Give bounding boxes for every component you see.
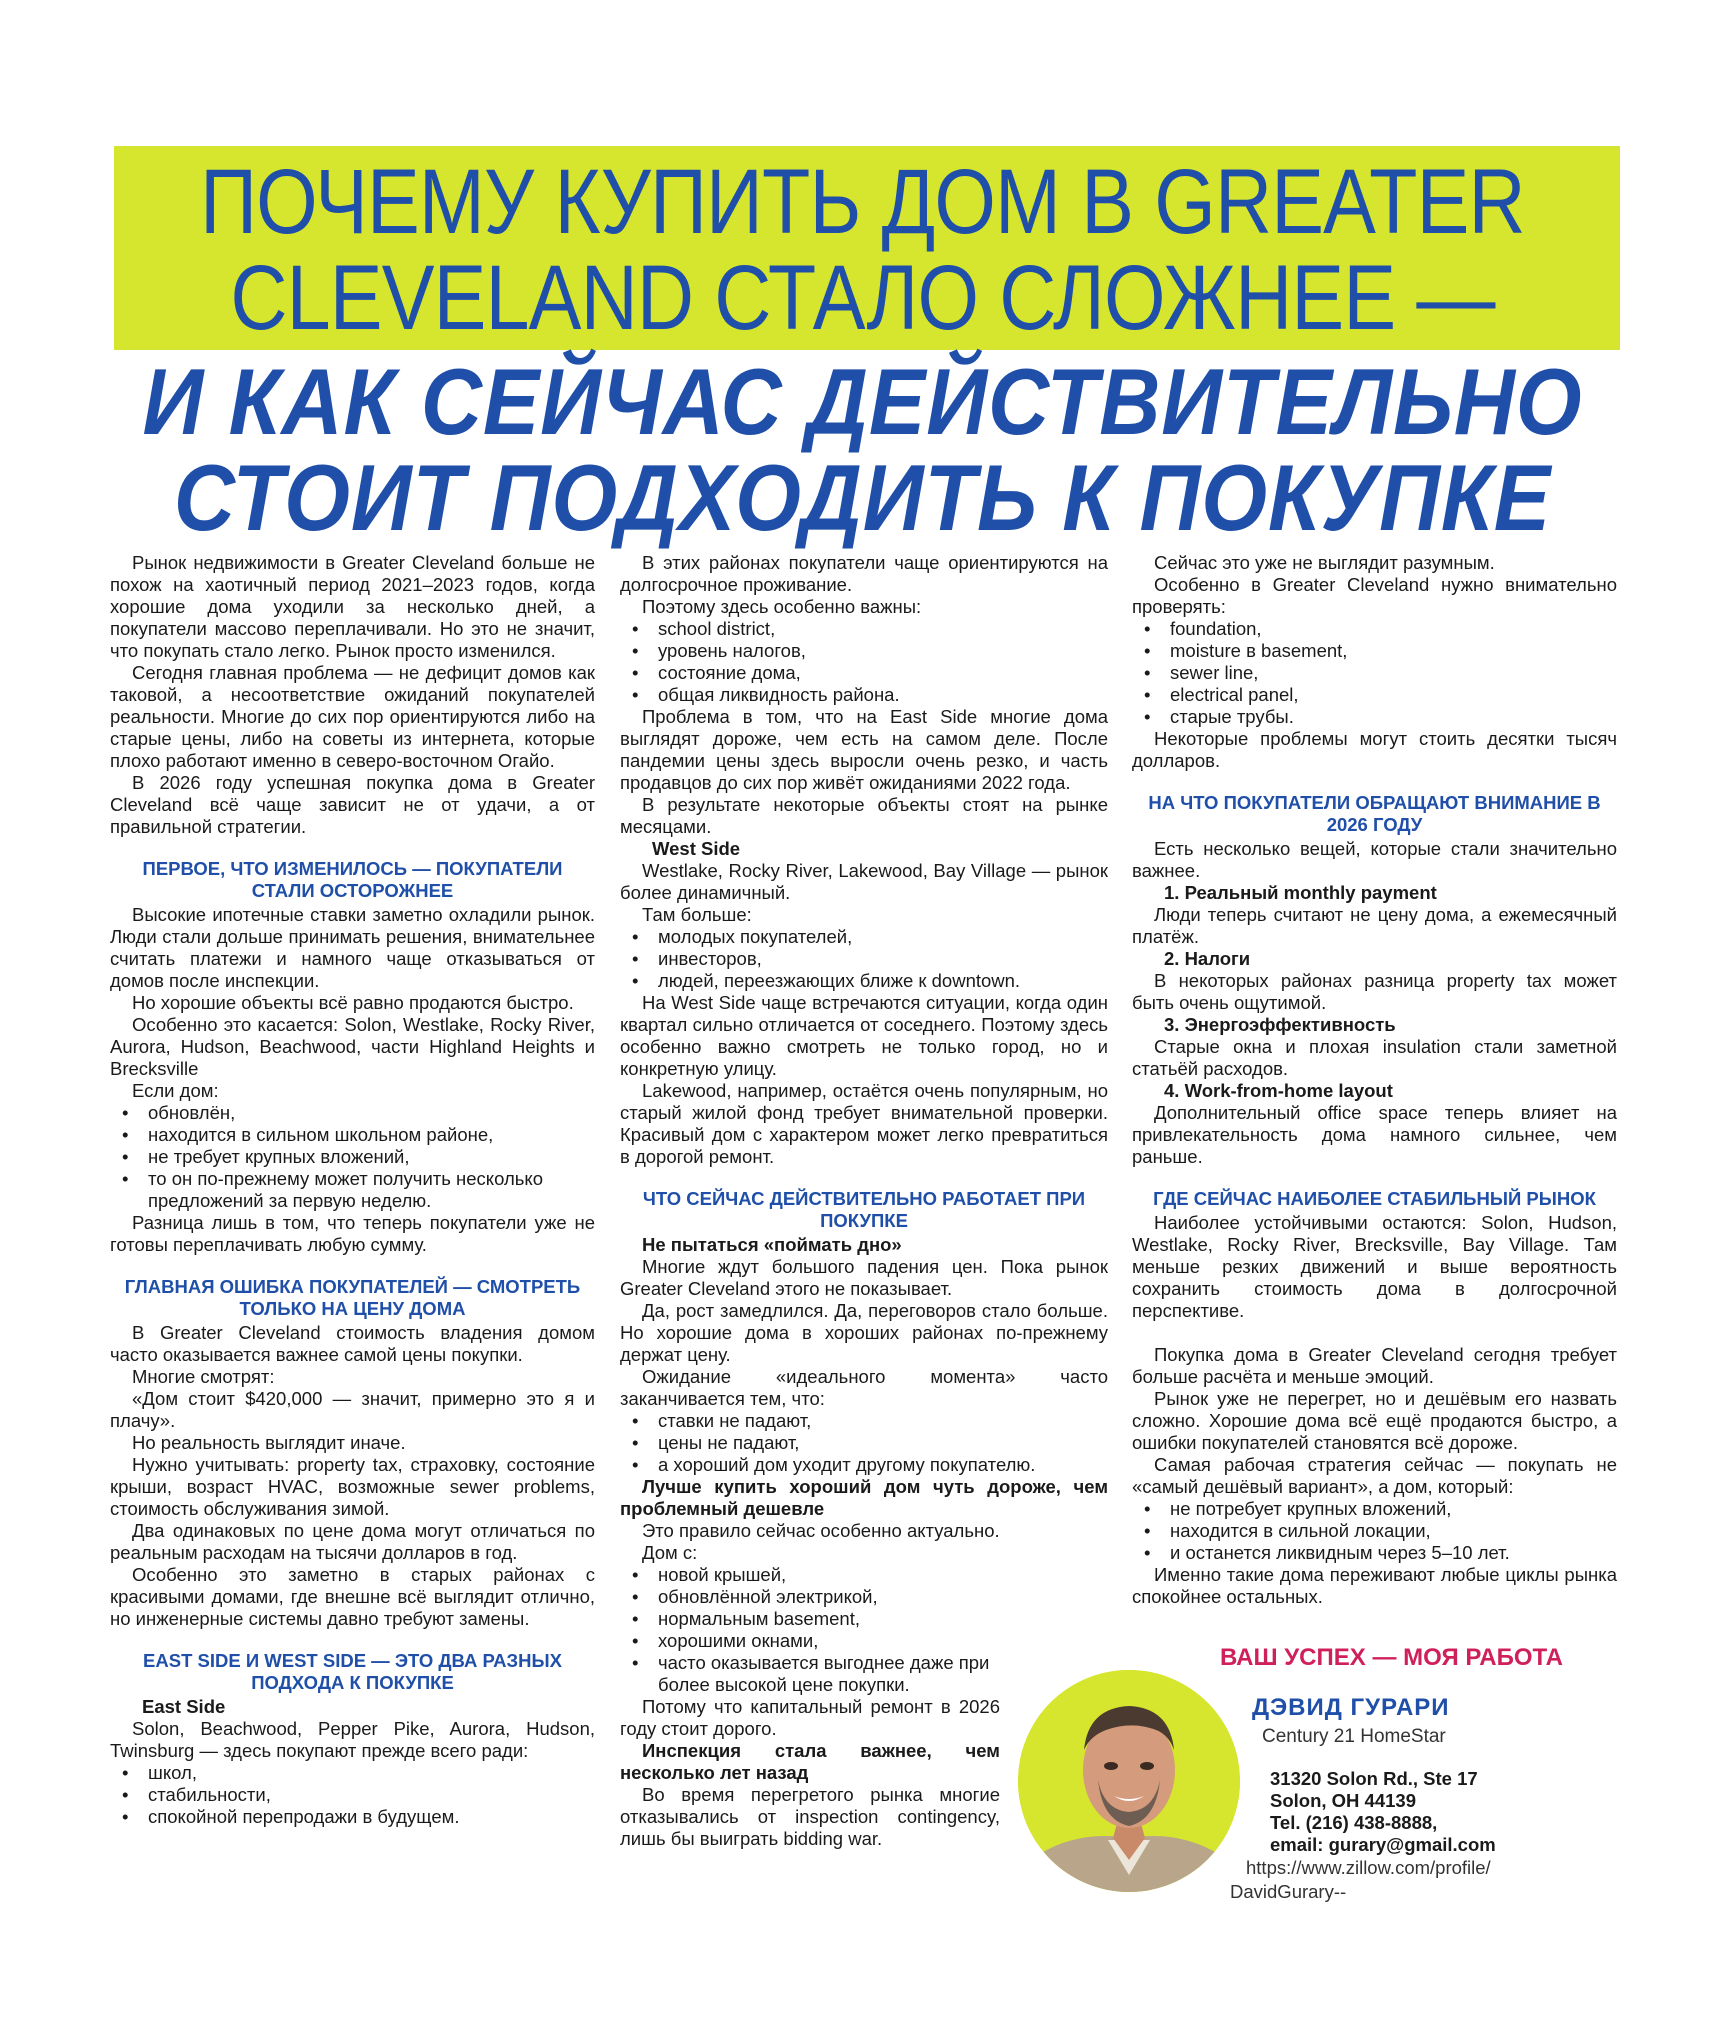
headline-line-3: И КАК СЕЙЧАС ДЕЙСТВИТЕЛЬНО <box>142 349 1583 454</box>
paragraph: Проблема в том, что на East Side многие дома выглядят дороже, чем есть на самом деле. После пандемии цены здесь выросли очень резко, и часть продавцов до сих пор живёт ожиданиями 2022 года. <box>620 706 1108 793</box>
paragraph: В Greater Cleveland стоимость владения домом часто оказывается важнее самой цены покупки. <box>110 1322 595 1365</box>
list-item: • молодых покупателей, <box>620 926 1108 948</box>
paragraph: Именно такие дома переживают любые циклы рынка спокойнее остальных. <box>1132 1564 1617 1607</box>
list-item: • нормальным basement, <box>620 1608 1000 1630</box>
list-item: • цены не падают, <box>620 1432 1108 1454</box>
subheading: Инспекция стала важнее, чем несколько лет назад <box>620 1740 1000 1783</box>
paragraph: Да, рост замедлился. Да, переговоров стало больше. Но хорошие дома в хороших районах по-прежнему держат цену. <box>620 1300 1108 1365</box>
paragraph: Особенно в Greater Cleveland нужно внимательно проверять: <box>1132 574 1617 617</box>
headline-line-4: СТОИТ ПОДХОДИТЬ К ПОКУПКЕ <box>173 445 1552 550</box>
subheading: Лучше купить хороший дом чуть дороже, чем проблемный дешевле <box>620 1476 1108 1519</box>
list-item: • не потребует крупных вложений, <box>1132 1498 1617 1520</box>
paragraph: Дополнительный office space теперь влияет на привлекательность дома намного сильнее, чем раньше. <box>1132 1102 1617 1167</box>
agent-portrait <box>1018 1670 1240 1892</box>
bullet-list <box>620 1564 1000 1696</box>
list-item: • находится в сильном школьном районе, <box>110 1124 595 1146</box>
agency-name: Century 21 HomeStar <box>1262 1726 1446 1747</box>
bullet-list <box>620 618 1108 706</box>
phone: Tel. (216) 438-8888, <box>1270 1812 1438 1833</box>
headline-line-2: CLEVELAND СТАЛО СЛОЖНЕЕ — <box>230 247 1495 349</box>
headline-line-1: ПОЧЕМУ КУПИТЬ ДОМ В GREATER <box>200 151 1525 253</box>
bullet-list <box>1132 618 1617 728</box>
paragraph: Сейчас это уже не выглядит разумным. <box>1154 552 1495 573</box>
list-item: • новой крышей, <box>620 1564 1000 1586</box>
paragraph: Потому что капитальный ремонт в 2026 году стоит дорого. <box>620 1696 1000 1739</box>
address-line-1: 31320 Solon Rd., Ste 17 <box>1270 1768 1478 1789</box>
list-item: • обновлён, <box>110 1102 595 1124</box>
subheading: 3. Энергоэффективность <box>1164 1014 1396 1035</box>
paragraph: На West Side чаще встречаются ситуации, когда один квартал сильно отличается от соседнего. Поэтому здесь особенно важно смотреть не только город, но и конкретную улицу. <box>620 992 1108 1079</box>
paragraph: Разница лишь в том, что теперь покупатели уже не готовы переплачивать любую сумму. <box>110 1212 595 1255</box>
bullet-list <box>110 1102 595 1212</box>
list-item: • moisture в basement, <box>1132 640 1617 662</box>
agent-portrait-illustration <box>1018 1670 1240 1892</box>
paragraph: Покупка дома в Greater Cleveland сегодня требует больше расчёта и меньше эмоций. <box>1132 1344 1617 1387</box>
subheading: 2. Налоги <box>1164 948 1251 969</box>
subheading: 4. Work-from-home layout <box>1164 1080 1393 1101</box>
contact-block <box>1270 1768 1496 1856</box>
list-item: • школ, <box>110 1762 595 1784</box>
paragraph: Наиболее устойчивыми остаются: Solon, Hudson, Westlake, Rocky River, Brecksville, Bay Village. Там меньше резких движений и выше вероятность сохранить стоимость дома в долгосрочной перспективе. <box>1132 1212 1617 1321</box>
paragraph: В 2026 году успешная покупка дома в Greater Cleveland всё чаще зависит не от удачи, а от правильной стратегии. <box>110 772 595 837</box>
list-item: • sewer line, <box>1132 662 1617 684</box>
paragraph: Ожидание «идеального момента» часто заканчивается тем, что: <box>620 1366 1108 1409</box>
paragraph: Solon, Beachwood, Pepper Pike, Aurora, Hudson, Twinsburg — здесь покупают прежде всего ради: <box>110 1718 595 1761</box>
paragraph: В результате некоторые объекты стоят на рынке месяцами. <box>620 794 1108 837</box>
paragraph: Но хорошие объекты всё равно продаются быстро. <box>132 992 574 1013</box>
bullet-list <box>1132 1498 1617 1564</box>
section-heading: EAST SIDE И WEST SIDE — ЭТО ДВА РАЗНЫХ ПОДХОДА К ПОКУПКЕ <box>143 1650 562 1693</box>
list-item: • инвесторов, <box>620 948 1108 970</box>
list-item: • хорошими окнами, <box>620 1630 1000 1652</box>
section-heading: ПЕРВОЕ, ЧТО ИЗМЕНИЛОСЬ — ПОКУПАТЕЛИ СТАЛИ ОСТОРОЖНЕЕ <box>142 858 563 901</box>
subheading: Не пытаться «поймать дно» <box>642 1234 902 1255</box>
list-item: • состояние дома, <box>620 662 1108 684</box>
list-item: • и останется ликвидным через 5–10 лет. <box>1132 1542 1617 1564</box>
list-item: • а хороший дом уходит другому покупателю. <box>620 1454 1108 1476</box>
subheading: East Side <box>142 1696 226 1717</box>
paragraph: Там больше: <box>642 904 752 925</box>
url-line-2: DavidGurary-- <box>1230 1881 1347 1902</box>
paragraph: Многие смотрят: <box>132 1366 275 1387</box>
paragraph: Некоторые проблемы могут стоить десятки тысяч долларов. <box>1132 728 1617 771</box>
paragraph: Westlake, Rocky River, Lakewood, Bay Village — рынок более динамичный. <box>620 860 1108 903</box>
list-item: • то он по-прежнему может получить несколько предложений за первую неделю. <box>110 1168 595 1212</box>
paragraph: Это правило сейчас особенно актуально. <box>642 1520 1000 1541</box>
list-item: • обновлённой электрикой, <box>620 1586 1000 1608</box>
list-item: • спокойной перепродажи в будущем. <box>110 1806 595 1828</box>
spacer <box>1132 1322 1617 1344</box>
paragraph: Особенно это касается: Solon, Westlake, Rocky River, Aurora, Hudson, Beachwood, части Highland Heights и Brecksville <box>110 1014 595 1079</box>
paragraph: Рынок уже не перегрет, но и дешёвым его назвать сложно. Хорошие дома всё ещё продаются быстро, а ошибки покупателей становятся всё дороже. <box>1132 1388 1617 1453</box>
paragraph: «Дом стоит $420,000 — значит, примерно это я и плачу». <box>110 1388 595 1431</box>
article-column-2 <box>620 552 1108 1850</box>
subheading: West Side <box>652 838 741 859</box>
ad-slogan: ВАШ УСПЕХ — МОЯ РАБОТА <box>1220 1644 1564 1671</box>
paragraph: Высокие ипотечные ставки заметно охладили рынок. Люди стали дольше принимать решения, внимательнее считать платежи и намного чаще отказываться от домов после инспекции. <box>110 904 595 991</box>
email: email: gurary@gmail.com <box>1270 1834 1496 1855</box>
paragraph: Если дом: <box>132 1080 219 1101</box>
paragraph: Люди теперь считают не цену дома, а ежемесячный платёж. <box>1132 904 1617 947</box>
paragraph: Старые окна и плохая insulation стали заметной статьёй расходов. <box>1132 1036 1617 1079</box>
paragraph: Сегодня главная проблема — не дефицит домов как таковой, а несоответствие ожиданий покупателей реальности. Многие до сих пор ориентируются либо на старые цены, либо на советы из интернета, которые плохо работают именно в северо-восточном Огайо. <box>110 662 595 771</box>
paragraph: Два одинаковых по цене дома могут отличаться по реальным расходам на тысячи долларов в год. <box>110 1520 595 1563</box>
section-heading: НА ЧТО ПОКУПАТЕЛИ ОБРАЩАЮТ ВНИМАНИЕ В 2026 ГОДУ <box>1148 792 1601 835</box>
bullet-list <box>620 1410 1108 1476</box>
section-heading: ЧТО СЕЙЧАС ДЕЙСТВИТЕЛЬНО РАБОТАЕТ ПРИ ПОКУПКЕ <box>642 1188 1086 1231</box>
section-heading: ГЛАВНАЯ ОШИБКА ПОКУПАТЕЛЕЙ — СМОТРЕТЬ ТОЛЬКО НА ЦЕНУ ДОМА <box>124 1276 581 1319</box>
paragraph: Lakewood, например, остаётся очень популярным, но старый жилой фонд требует внимательной проверки. Красивый дом с характером может легко превратиться в дорогой ремонт. <box>620 1080 1108 1167</box>
paragraph: Рынок недвижимости в Greater Cleveland больше не похож на хаотичный период 2021–2023 годов, когда хорошие дома уходили за несколько дней, а покупатели массово переплачивали. Но это не значит, что покупать стало легко. Рынок просто изменился. <box>110 552 595 661</box>
section-heading: ГДЕ СЕЙЧАС НАИБОЛЕЕ СТАБИЛЬНЫЙ РЫНОК <box>1153 1188 1596 1209</box>
list-item: • foundation, <box>1132 618 1617 640</box>
bullet-list <box>110 1762 595 1828</box>
profile-url <box>1230 1856 1491 1904</box>
agent-name: ДЭВИД ГУРАРИ <box>1252 1694 1450 1721</box>
list-item: • общая ликвидность района. <box>620 684 1108 706</box>
paragraph: Во время перегретого рынка многие отказывались от inspection contingency, лишь бы выиграть bidding war. <box>620 1784 1000 1849</box>
paragraph: Многие ждут большого падения цен. Пока рынок Greater Cleveland этого не показывает. <box>620 1256 1108 1299</box>
list-item: • уровень налогов, <box>620 640 1108 662</box>
list-item: • не требует крупных вложений, <box>110 1146 595 1168</box>
paragraph: Самая рабочая стратегия сейчас — покупать не «самый дешёвый вариант», а дом, который: <box>1132 1454 1617 1497</box>
paragraph: Есть несколько вещей, которые стали значительно важнее. <box>1132 838 1617 881</box>
list-item: • часто оказывается выгоднее даже при более высокой цене покупки. <box>620 1652 1000 1696</box>
address-line-2: Solon, OH 44139 <box>1270 1790 1416 1811</box>
paragraph: Особенно это заметно в старых районах с красивыми домами, где внешне всё выглядит отлично, но инженерные системы давно требуют замены. <box>110 1564 595 1629</box>
paragraph: В этих районах покупатели чаще ориентируются на долгосрочное проживание. <box>620 552 1108 595</box>
list-item: • стабильности, <box>110 1784 595 1806</box>
list-item: • старые трубы. <box>1132 706 1617 728</box>
list-item: • находится в сильной локации, <box>1132 1520 1617 1542</box>
bullet-list <box>620 926 1108 992</box>
paragraph: Нужно учитывать: property tax, страховку, состояние крыши, возраст HVAC, возможные sewer problems, стоимость обслуживания зимой. <box>110 1454 595 1519</box>
list-item: • school district, <box>620 618 1108 640</box>
paragraph: Дом с: <box>642 1542 698 1563</box>
article-column-1 <box>110 552 595 1828</box>
list-item: • electrical panel, <box>1132 684 1617 706</box>
paragraph: Поэтому здесь особенно важны: <box>642 596 922 617</box>
list-item: • людей, переезжающих ближе к downtown. <box>620 970 1108 992</box>
list-item: • ставки не падают, <box>620 1410 1108 1432</box>
subheading: 1. Реальный monthly payment <box>1164 882 1437 903</box>
article-column-3 <box>1132 552 1617 1608</box>
paragraph: В некоторых районах разница property tax может быть очень ощутимой. <box>1132 970 1617 1013</box>
paragraph: Но реальность выглядит иначе. <box>132 1432 406 1453</box>
url-line-1: https://www.zillow.com/profile/ <box>1246 1857 1491 1878</box>
